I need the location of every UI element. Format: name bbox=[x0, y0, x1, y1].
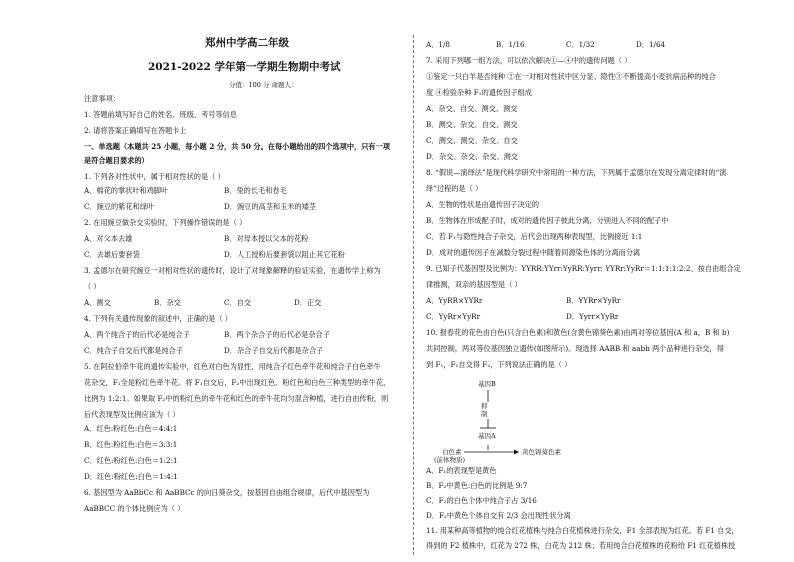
q5-option-c: C．红色:粉红色:白色＝1:2:1 bbox=[84, 456, 178, 465]
q9-option-c: C．YyRr×YyRr bbox=[426, 312, 481, 321]
q10-stem: 到 F₁，F₁自交得 F₂，下列说法正确的是（ ） bbox=[426, 360, 572, 369]
q9-option-d: D．Yyrr×YyRr bbox=[566, 312, 619, 321]
q3-stem-cont: （ ） bbox=[84, 282, 101, 291]
white-pigment-label: 白色素 bbox=[442, 448, 462, 456]
q8-stem-cont: 绎”过程的是（ ） bbox=[426, 184, 483, 193]
precursor-label: (前体物质) bbox=[434, 456, 466, 464]
q9-stem-cont: 律推测，双亲的基因型是（ ） bbox=[426, 280, 522, 289]
q3-option-a: A．测交 bbox=[84, 298, 111, 307]
q4-option-b: B．两个杂合子的后代必是杂合子 bbox=[224, 330, 330, 339]
q4-option-d: D．杂合子自交后代都是杂合子 bbox=[224, 346, 324, 355]
q7-stem-cont: 度 ④检验杂种 F₁的遗传因子组成 bbox=[426, 88, 532, 97]
q4-option-c: C．纯合子自交后代都是纯合子 bbox=[84, 346, 183, 355]
q6-option-a: A．1/8 bbox=[426, 40, 450, 49]
q2-option-b: B．对母本授以父本的花粉 bbox=[224, 234, 309, 243]
q6-option-b: B．1/16 bbox=[496, 40, 525, 49]
q9-option-a: A．YyRR×YYRr bbox=[426, 296, 483, 305]
q1-option-b: B．兔的长毛和卷毛 bbox=[224, 186, 287, 195]
q2-option-c: C．去雄后要套袋 bbox=[84, 250, 140, 259]
q6-option-d: D．1/64 bbox=[636, 40, 666, 49]
q5-stem: 花杂交，F₁全是粉红色牵牛花。将 F₁自交后，F₂中出现红色、粉红色和白色三种类型的牵牛花， bbox=[84, 378, 391, 387]
q9-option-b: B．YYRr×YyRr bbox=[566, 296, 621, 305]
q11-stem-cont: 得到的 F2 植株中，红花为 272 株，白花为 212 株；若用纯合白花植株的花粉给 F1 红花植株授 bbox=[426, 541, 736, 550]
q3-option-b: B．杂交 bbox=[154, 298, 181, 307]
q6-stem-cont: AaBBCC 的个体比例应为（ ） bbox=[84, 504, 185, 513]
q7-option-c: C．测交、测交、杂交、自交 bbox=[426, 136, 518, 145]
inhibit-label: 抑 bbox=[481, 402, 488, 410]
q1-option-c: C．豌豆的紫花和绿叶 bbox=[84, 202, 155, 211]
q10-option-c: C．F₂的白色个体中纯合子占 3/16 bbox=[426, 496, 537, 505]
q3-option-c: C．自交 bbox=[224, 298, 252, 307]
q7-option-b: B．测交、杂交、自交、测交 bbox=[426, 120, 518, 129]
q5-option-a: A．红色:粉红色:白色＝4:4:1 bbox=[84, 424, 178, 433]
q1-option-a: A．棉花的掌状叶和鸡脚叶 bbox=[84, 186, 169, 195]
section-heading-cont: 是符合题目要求的） bbox=[84, 156, 149, 165]
notice-item: 1. 答题前填写好自己的姓名、班级、考号等信息 bbox=[84, 110, 237, 119]
inhibit-label-2: 制 bbox=[481, 410, 488, 418]
q7-stem-cont: ①鉴定一只白羊是否纯种 ②在一对相对性状中区分显、隐性③不断提高小麦抗病品种的纯合 bbox=[426, 72, 716, 81]
q10-stem: 10. 报春花的花色由白色(只含白色素)和黄色(含黄色锦葵色素)由两对等位基因(A 和 a，B 和 b) bbox=[426, 328, 730, 337]
q8-option-b: B．生物体在形成配子时，成对的遗传因子彼此分离，分别进入不同的配子中 bbox=[426, 216, 669, 225]
q2-option-a: A．对父本去雄 bbox=[84, 234, 133, 243]
q2-option-d: D．人工授粉后要套袋以阻止其它花粉 bbox=[224, 250, 345, 259]
q5-stem: 5. 在阿拉伯牵牛花的遗传实验中，红色对白色为显性，用纯合子红色牵牛花和纯合子白色牵牛 bbox=[84, 362, 381, 371]
q4-option-a: A．两个纯合子的后代必是纯合子 bbox=[84, 330, 190, 339]
q10-option-b: B．F₂中黄色:白色的比例是 9:7 bbox=[426, 481, 528, 490]
q10-stem: 共同控制，两对等位基因独立遗传(如图所示)。现选择 AABB 和 aabb 两个品种进行杂交，得 bbox=[426, 344, 724, 353]
q8-option-d: D．成对的遗传因子在减数分裂过程中随着同源染色体的分离而分离 bbox=[426, 248, 641, 257]
q4-stem: 4. 下列有关遗传现象的叙述中，正确的是（ ） bbox=[84, 314, 232, 323]
q6-stem: 6. 基因型为 AaBbCc 和 AaBBCc 的向日葵杂交，按基因自由组合规律，后代中基因型为 bbox=[84, 488, 370, 497]
q5-stem: 比例为 1:2:1。如果取 F₂中的粉红色的牵牛花和红色的牵牛花均匀混合种植，进行自由传粉，则 bbox=[84, 394, 389, 403]
q1-stem: 1. 下列各对性状中，属于相对性状的是（ ） bbox=[84, 172, 225, 181]
q8-option-c: C．若 F₁与隐性纯合子杂交，后代会出现两种表现型，比例接近 1:1 bbox=[426, 232, 643, 241]
q8-stem: 8. “假说—演绎法”是现代科学研究中常用的一种方法，下列属于孟德尔在发现分离定律时的“演 bbox=[426, 168, 727, 177]
school-title: 郑州中学高二年级 bbox=[205, 37, 289, 49]
notice-title: 注意事项： bbox=[84, 94, 120, 103]
exam-meta: 分值：100 分 命题人： bbox=[229, 81, 298, 89]
q3-stem: 3. 孟德尔在研究豌豆一对相对性状的遗传时，设计了对现象解释的验证实验，在遗传学上称为 bbox=[84, 266, 381, 275]
section-heading: 一、单选题（本题共 25 小题，每小题 2 分，共 50 分。在每小题给出的四个选项中，只有一项 bbox=[84, 142, 390, 151]
q2-stem: 2. 在用豌豆做杂交实验时，下列操作错误的是（ ） bbox=[84, 218, 247, 227]
q5-option-b: B．红色:粉红色:白色＝3:3:1 bbox=[84, 440, 178, 449]
pathway-arrows bbox=[426, 0, 786, 562]
q6-option-c: C．1/32 bbox=[566, 40, 595, 49]
q7-option-d: D．杂交、杂交、杂交、测交 bbox=[426, 152, 519, 161]
gene-b-label: 基因B bbox=[478, 380, 496, 388]
q11-stem: 11. 用某种高等植物的纯合红花植株与纯合白花植株进行杂交，F1 全部表现为红花。若 F1 自交， bbox=[426, 526, 739, 535]
yellow-pigment-label: 黄色锦葵色素 bbox=[522, 448, 561, 456]
notice-item: 2. 请将答案正确填写在答题卡上 bbox=[84, 126, 187, 135]
q8-option-a: A．生物的性状是由遗传因子决定的 bbox=[426, 200, 540, 209]
q10-option-d: D．F₂中黄色个体自交有 2/3 会出现性状分离 bbox=[426, 511, 571, 520]
q10-option-a: A．F₁的表现型是黄色 bbox=[426, 466, 497, 475]
q5-option-d: D．红色:粉红色:白色＝1:4:1 bbox=[84, 472, 178, 481]
exam-title: 2021-2022 学年第一学期生物期中考试 bbox=[148, 61, 341, 73]
column-divider bbox=[413, 35, 414, 555]
q9-stem: 9. 已知子代基因型及比例为：YYRR:YYrr:YyRR:Yyrr: YYRr:YyRr＝1:1:1:1:2:2。按自由组合定 bbox=[426, 264, 741, 273]
q1-option-d: D．豌豆的高茎和玉米的矮茎 bbox=[224, 202, 317, 211]
q3-option-d: D．正交 bbox=[294, 298, 322, 307]
q7-option-a: A．杂交、自交、测交、测交 bbox=[426, 104, 518, 113]
q5-stem: 后代表现型及比例应该为（ ） bbox=[84, 410, 180, 419]
q7-stem: 7. 采用下列哪一组方法，可以依次解决①—④中的遗传问题（ ） bbox=[426, 56, 632, 65]
gene-a-label: 基因A bbox=[478, 432, 496, 440]
